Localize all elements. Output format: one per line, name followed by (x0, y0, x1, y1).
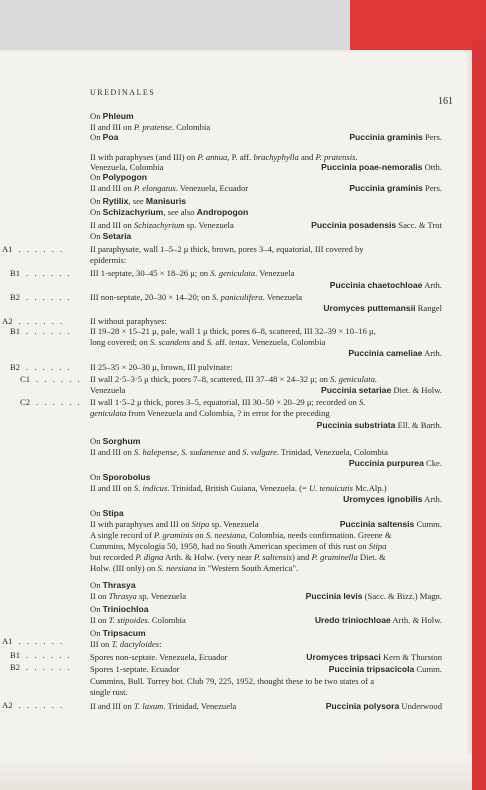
key-code: B1 (10, 268, 21, 278)
host-heading: On Tripsacum (90, 628, 146, 638)
text-line: II and III on P. elongatus. Venezuela, Ecuador Puccinia graminis Pers. (90, 183, 442, 193)
page-shadow (0, 755, 472, 790)
key-label (10, 326, 72, 337)
key-line: II wall 2·5–3·5 μ thick, pores 7–8, scattered, III 37–48 × 24–32 μ; on S. geniculata. (90, 374, 378, 384)
key-code: B1 (10, 326, 21, 336)
key-code: B2 (10, 292, 21, 302)
host-heading: On Rytilix, see Manisuris (90, 196, 186, 206)
key-label (20, 374, 82, 385)
key-line: II 25–35 × 20–30 μ, brown, III pulvinate: (90, 362, 233, 372)
page-number: 161 (438, 96, 453, 107)
host-heading: On Schizachyrium, see also Andropogon (90, 207, 249, 217)
text-line: II on T. stipoides. Colombia Uredo triniochloae Arth. & Holw. (90, 615, 442, 625)
key-code: A2 (2, 316, 13, 326)
key-line: Venezuela Puccinia setariae Diet. & Holw. (90, 385, 442, 395)
leader-dots: . . . . . . (36, 374, 82, 384)
key-label (20, 397, 82, 408)
key-line: II paraphysate, wall 1–5–2 μ thick, brown, pores 3–4, equatorial, III covered by (90, 244, 364, 254)
key-label (2, 700, 64, 711)
key-label (10, 650, 72, 661)
key-code: B2 (10, 662, 21, 672)
host-heading: On Sorghum (90, 436, 141, 446)
leader-dots: . . . . . . (26, 662, 72, 672)
key-label (2, 244, 64, 255)
key-line: epidermis: (90, 255, 127, 265)
text-line: A single record of P. graminis on S. neesiana, Colombia, needs confirmation. Greene & (90, 530, 392, 540)
text-line: II and III on S. indicus. Trinidad, British Guiana, Venezuela. (= U. tenuicutis Mc.Alp.) (90, 483, 387, 493)
leader-dots: . . . . . . (26, 650, 72, 660)
leader-dots: . . . . . . (36, 397, 82, 407)
key-line: III on T. dactyloides: (90, 639, 162, 649)
key-line: Spores non-septate. Venezuela, Ecuador Uromyces tripsaci Kern & Thurston (90, 652, 442, 662)
text-line: Venezuela, Colombia Puccinia poae-nemoralis Otth. (90, 162, 442, 172)
leader-dots: . . . . . . (26, 292, 72, 302)
key-label (10, 268, 72, 279)
key-line: II 19–28 × 15–21 μ, pale, wall 1 μ thick, pores 6–8, scattered, III 32–39 × 10–16 μ, (90, 326, 376, 336)
text-line: II with paraphyses and III on Stipa sp. Venezuela Puccinia saltensis Cumm. (90, 519, 442, 529)
text-line: Cummins, Bull. Torrey bot. Club 79, 225, 1952, thought these to be two states of a (90, 676, 375, 686)
key-label (10, 662, 72, 673)
host-heading: On Setaria (90, 231, 132, 241)
leader-dots: . . . . . . (18, 316, 65, 326)
leader-dots: . . . . . . (18, 700, 65, 710)
key-code: A2 (2, 700, 13, 710)
key-code: A1 (2, 636, 13, 646)
text-line: but recorded P. digna Arth. & Holw. (very near P. saltensis) and P. graminella Diet. & (90, 552, 386, 562)
key-line: geniculata from Venezuela and Colombia, ? in error for the preceding (90, 408, 330, 418)
text-line: II and III on Schizachyrium sp. Venezuela Puccinia posadensis Sacc. & Trot (90, 220, 442, 230)
leader-dots: . . . . . . (26, 362, 72, 372)
key-line: III non-septate, 20–30 × 14–20; on S. paniculifera. Venezuela (90, 292, 303, 302)
key-code: C1 (20, 374, 31, 384)
text-line: II on Thrasya sp. Venezuela Puccinia levis (Sacc. & Bizz.) Magn. (90, 591, 442, 601)
key-line: II and III on T. laxum. Trinidad, Venezuela Puccinia polysora Underwood (90, 701, 442, 711)
leader-dots: . . . . . . (18, 244, 65, 254)
text-line: Holw. (III only) on S. neesiana in "Western South America". (90, 563, 299, 573)
key-line: Spores 1-septate. Ecuador Puccinia tripsacicola Cumm. (90, 664, 442, 674)
text-line: Cummins, Mycologia 50, 1958, had no South American specimen of this rust on Stipa (90, 541, 387, 551)
key-line: II wall 1·5–2 μ thick, pores 3–5, equatorial, III 30–50 × 20–29 μ; recorded on S. (90, 397, 366, 407)
key-label (2, 316, 64, 327)
text-line: II with paraphyses (and III) on P. annua, P. aff. brachyphylla and P. pratensis. (90, 152, 358, 162)
key-label (10, 362, 72, 373)
leader-dots: . . . . . . (26, 268, 72, 278)
text-line: II and III on P. pratense. Colombia (90, 122, 211, 132)
host-heading: On Stipa (90, 508, 124, 518)
text-line: II and III on S. halepense, S. sudanense and S. vulgare. Trinidad, Venezuela, Colombia (90, 447, 388, 457)
host-heading: On Sporobolus (90, 472, 151, 482)
running-head: UREDINALES (90, 88, 156, 97)
key-label (2, 636, 64, 647)
leader-dots: . . . . . . (26, 326, 72, 336)
book-cover-edge (472, 40, 486, 790)
key-line: III 1-septate, 30–45 × 18–26 μ; on S. geniculata. Venezuela (90, 268, 295, 278)
host-heading: On Thrasya (90, 580, 136, 590)
host-heading: On Poa Puccinia graminis Pers. (90, 132, 442, 142)
key-line: II without paraphyses: (90, 316, 167, 326)
leader-dots: . . . . . . (18, 636, 65, 646)
host-heading: On Polypogon (90, 172, 148, 182)
key-line: long covered; on S. scandens and S. aff. tenax. Venezuela, Colombia (90, 337, 326, 347)
key-code: C2 (20, 397, 31, 407)
key-code: A1 (2, 244, 13, 254)
host-heading: On Phleum (90, 111, 134, 121)
key-code: B1 (10, 650, 21, 660)
key-code: B2 (10, 362, 21, 372)
key-label (10, 292, 72, 303)
host-heading: On Triniochloa (90, 604, 149, 614)
text-line: single rust. (90, 687, 128, 697)
